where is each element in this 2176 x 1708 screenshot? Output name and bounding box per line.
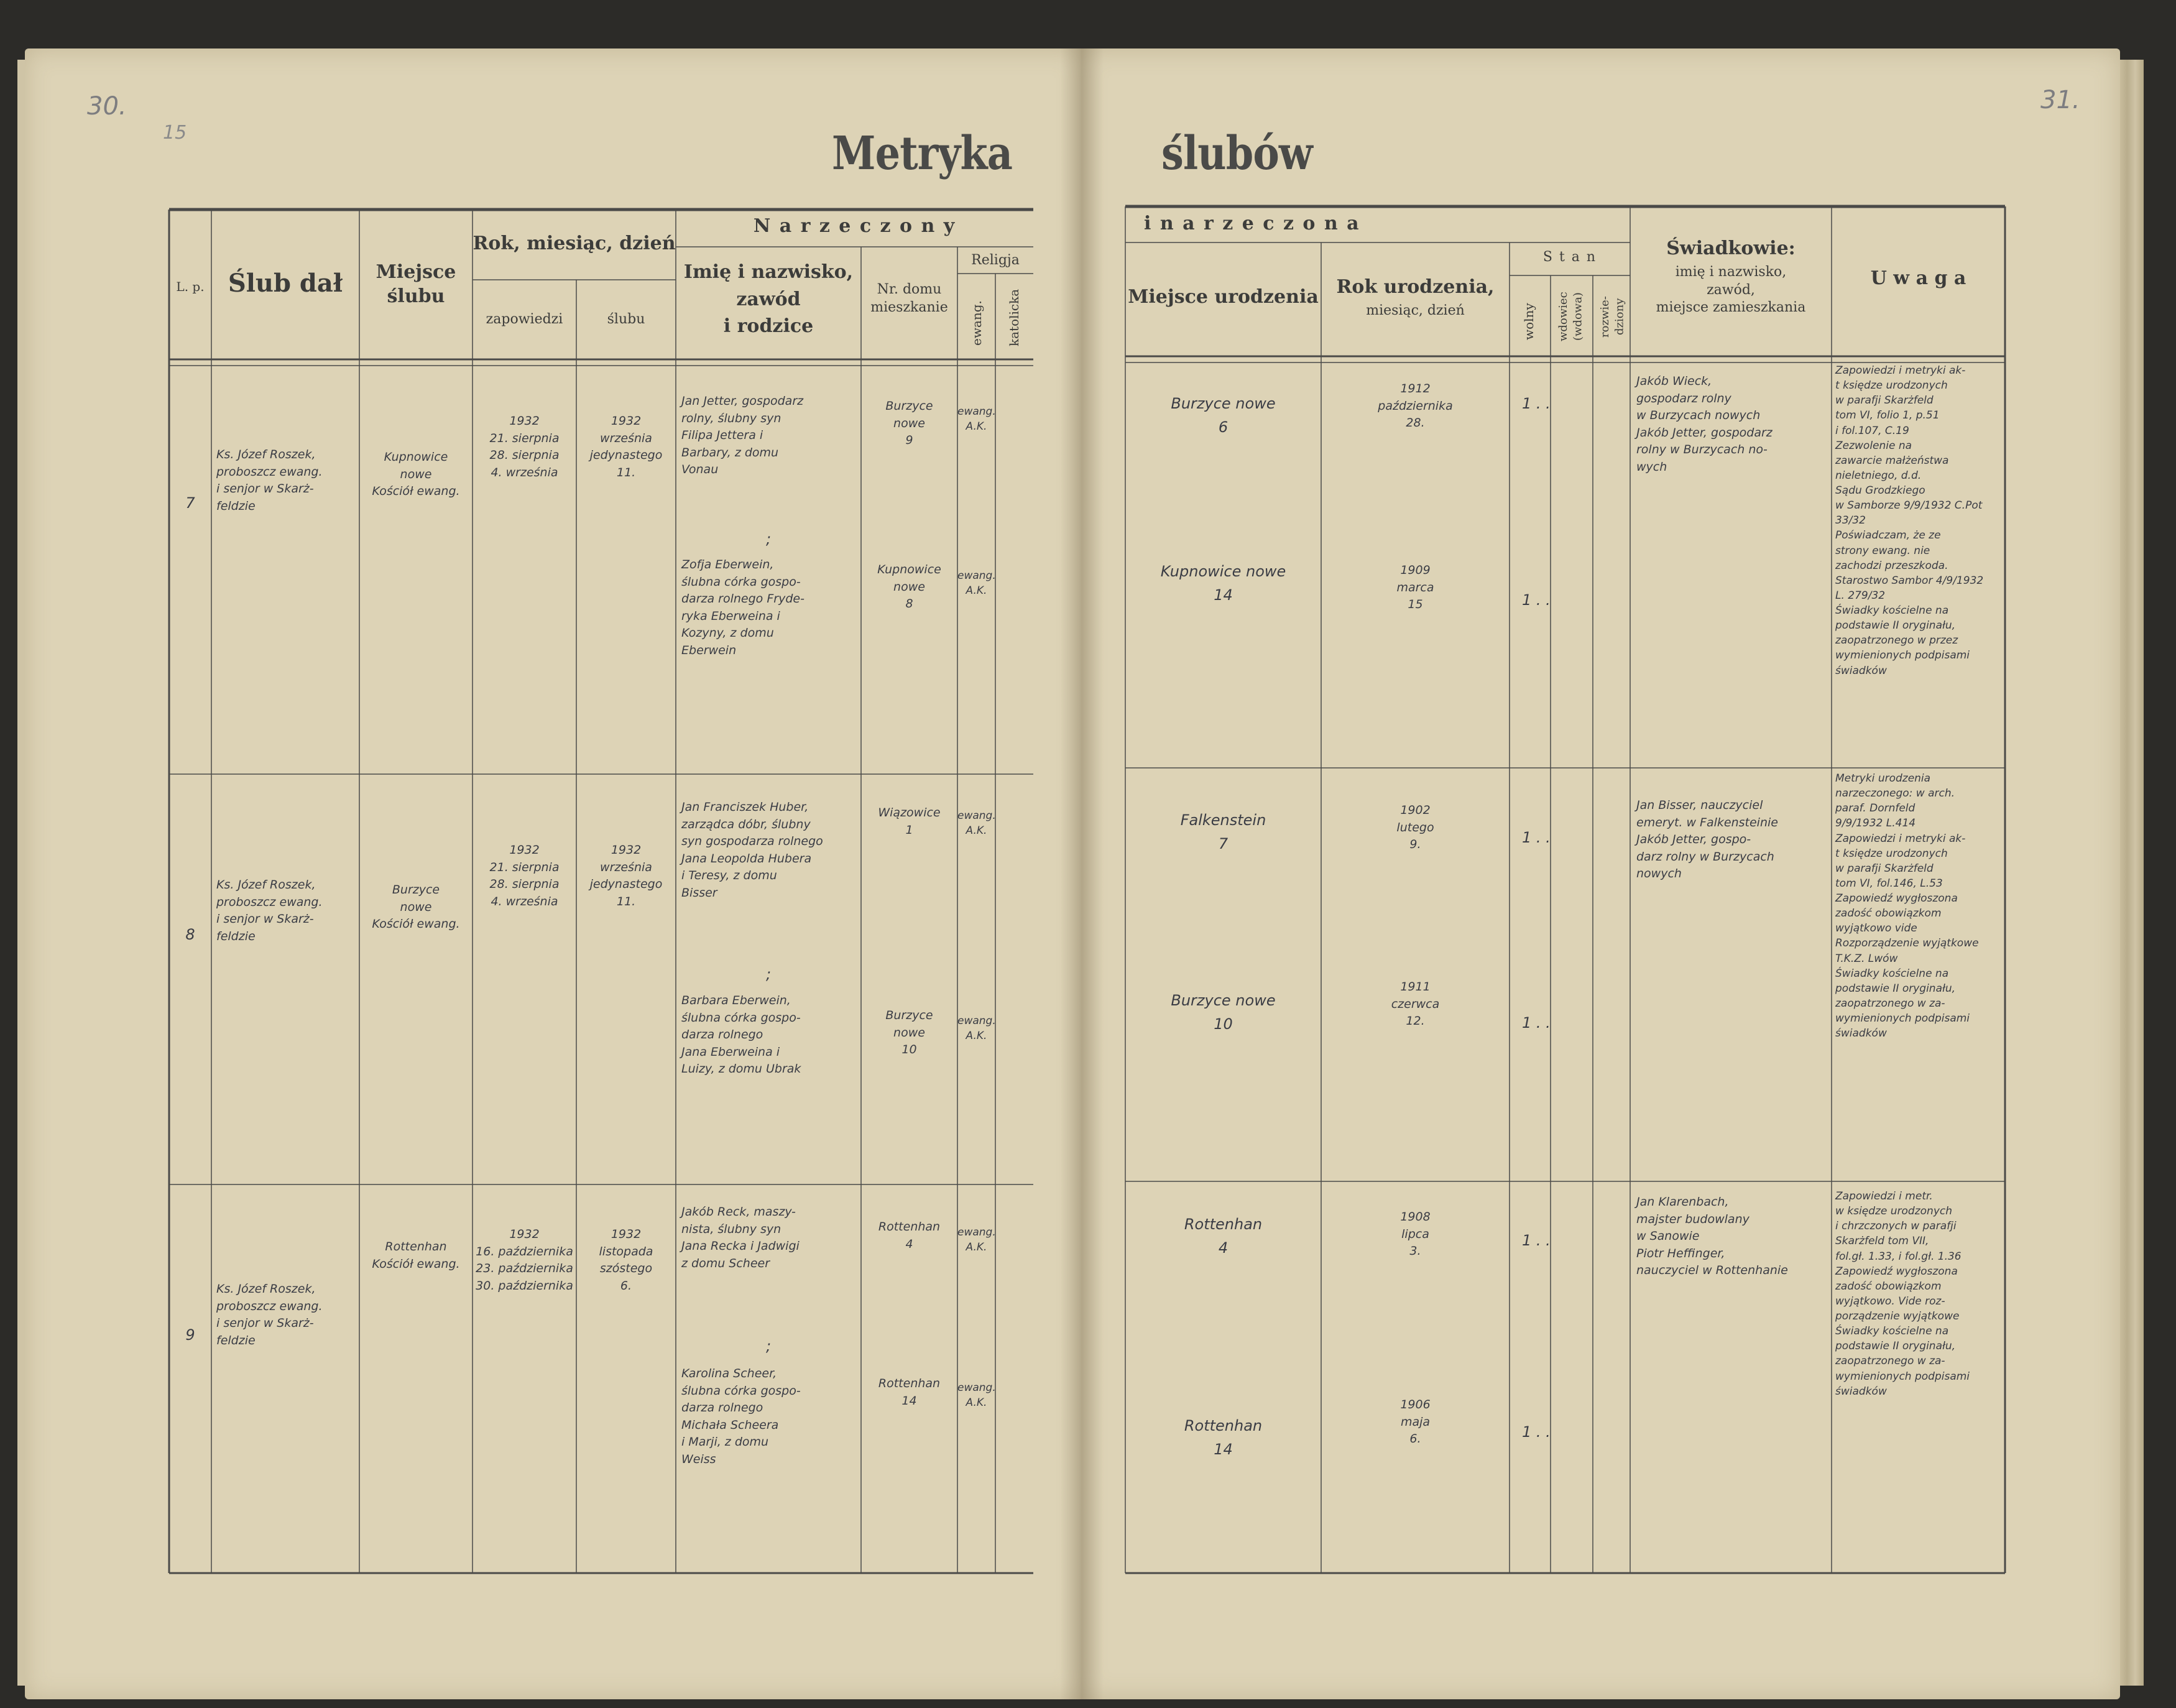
header-slubu: ślubu <box>607 312 645 327</box>
bride-birthplace: Rottenhan 14 <box>1184 1417 1263 1459</box>
entry-witnesses: Jan Bisser, nauczyciel emeryt. w Falkensteinie Jakób Jetter, gospo- darz rolny w Burzycach nowych <box>1636 798 1778 881</box>
entry-slubu: 1932 listopada szóstego 6. <box>599 1227 653 1293</box>
entry-slub-dal: Ks. Józef Roszek, proboszcz ewang. i senjor w Skarż- feldzie <box>216 448 323 513</box>
groom-separator: ; <box>765 530 772 548</box>
entry-uwaga: Zapowiedzi i metr. w księdze urodzonych i chrzczonych w parafji Skarżfeld tom VII, fol.gł. 1.33, i fol.gł. 1.36 Zapowiedź wygłoszona zadość obowiązkom wyjątkowo. Vide roz- porządzenie wyjątkowe Świadky kościelne na podstawie II oryginału, zaopatrzonego w za- wymienionych podpisami świadków <box>1835 1190 1970 1398</box>
entry-zapowiedzi: 1932 21. sierpnia 28. sierpnia 4. września <box>489 843 560 908</box>
groom-nr-domu: Burzyce nowe 9 <box>885 399 933 448</box>
groom-nr-domu: Rottenhan 4 <box>878 1220 941 1251</box>
entry-slubu: 1932 września jedynastego 11. <box>589 414 663 479</box>
entry-zapowiedzi: 1932 16. października 23. października 30. października <box>476 1227 573 1293</box>
groom-birthplace: Rottenhan 4 <box>1184 1216 1263 1257</box>
groom-stan: 1 . . <box>1522 395 1551 412</box>
header-rok-miesiac-dzien: Rok, miesiąc, dzień <box>473 233 676 254</box>
bride-religja: ewang. A.K. <box>957 1015 996 1043</box>
header-lp: L. p. <box>176 279 205 294</box>
header-imie-nazwisko: Imię i nazwisko, zawód i rodzice <box>683 261 854 337</box>
bride-birthplace: Burzyce nowe 10 <box>1171 992 1276 1033</box>
bride-text: Karolina Scheer, ślubna córka gospo- darza rolnego Michała Scheera i Marji, z domu Weiss <box>681 1367 801 1466</box>
groom-stan: 1 . . <box>1522 1232 1551 1249</box>
bride-stan: 1 . . <box>1522 591 1551 609</box>
groom-birth: 1902 lutego 9. <box>1396 803 1434 852</box>
header-rozwiedziony: rozwie- dziony <box>1598 296 1626 338</box>
bride-birthplace: Kupnowice nowe 14 <box>1160 563 1286 604</box>
groom-religja: ewang. A.K. <box>957 810 996 838</box>
entry-lp: 9 <box>185 1326 195 1344</box>
bride-text: Zofja Eberwein, ślubna córka gospo- darza rolnego Fryde- ryka Eberweina i Kozyny, z domu Eberwein <box>681 558 804 657</box>
groom-nr-domu: Wiązowice 1 <box>878 806 941 837</box>
entry-miejsce: Kupnowice nowe Kościół ewang. <box>372 450 460 499</box>
header-slub-dal: Ślub dał <box>228 269 343 298</box>
groom-birthplace: Burzyce nowe 6 <box>1171 395 1276 436</box>
header-rok-urodzenia: Rok urodzenia, <box>1336 276 1495 298</box>
entry-slubu: 1932 września jedynastego 11. <box>589 843 663 908</box>
bride-religja: ewang. A.K. <box>957 570 996 598</box>
entry-slub-dal: Ks. Józef Roszek, proboszcz ewang. i senjor w Skarż- feldzie <box>216 878 323 943</box>
bride-birth: 1909 marca 15 <box>1396 563 1434 612</box>
header-miejsce-slubu: Miejsce ślubu <box>376 261 456 307</box>
header-zapowiedzi: zapowiedzi <box>486 312 563 327</box>
groom-religja: ewang. A.K. <box>957 1226 996 1254</box>
groom-text: Jan Jetter, gospodarz rolny, ślubny syn Filipa Jettera i Barbary, z domu Vonau <box>681 394 804 477</box>
bride-stan: 1 . . <box>1522 1423 1551 1441</box>
groom-religja: ewang. A.K. <box>957 405 996 433</box>
header-swiadkowie: Świadkowie: <box>1666 238 1796 259</box>
bride-text: Barbara Eberwein, ślubna córka gospo- darza rolnego Jana Eberweina i Luizy, z domu Ubrak <box>681 994 801 1076</box>
groom-text: Jan Franciszek Huber, zarządca dóbr, ślubny syn gospodarza rolnego Jana Leopolda Hubera i Teresy, z domu Bisser <box>681 800 823 900</box>
entry-slub-dal: Ks. Józef Roszek, proboszcz ewang. i senjor w Skarż- feldzie <box>216 1282 323 1347</box>
right-page-number: 31. <box>2040 86 2080 114</box>
bride-birth: 1911 czerwca 12. <box>1391 980 1440 1028</box>
groom-separator: ; <box>765 1337 772 1355</box>
title-left: Metryka <box>832 127 1013 180</box>
entry-miejsce: Burzyce nowe Kościół ewang. <box>372 883 460 931</box>
groom-birth: 1908 lipca 3. <box>1400 1210 1431 1258</box>
groom-birthplace: Falkenstein 7 <box>1180 811 1266 853</box>
header-miejsce-urodzenia: Miejsce urodzenia <box>1128 286 1319 308</box>
title-right: ślubów <box>1161 127 1312 180</box>
entry-uwaga: Metryki urodzenia narzeczonego: w arch. paraf. Dornfeld 9/9/1932 L.414 Zapowiedzi i metryki ak- t księdze urodzonych w parafji Skarżfeld tom VI, fol.146, L.53 Zapowiedź wygłoszona zadość obowiązkom wyjątkowo vide Rozporządzenie wyjątkowe T.K.Z. Lwów Świadky kościelne na podstawie II oryginału, zaopatrzonego w za- wymienionych podpisami świadków <box>1835 772 1979 1040</box>
groom-birth: 1912 października 28. <box>1378 382 1453 430</box>
entry-witnesses: Jakób Wieck, gospodarz rolny w Burzycach nowych Jakób Jetter, gospodarz rolny w Burzycach no- wych <box>1636 374 1773 474</box>
entry-zapowiedzi: 1932 21. sierpnia 28. sierpnia 4. września <box>489 414 560 479</box>
header-nr-domu: Nr. domu mieszkanie <box>870 282 948 315</box>
groom-stan: 1 . . <box>1522 829 1551 846</box>
bride-birth: 1906 maja 6. <box>1400 1398 1431 1446</box>
header-uwaga: U w a g a <box>1870 267 1966 289</box>
bride-nr-domu: Kupnowice nowe 8 <box>877 563 941 611</box>
header-miesiac-dzien: miesiąc, dzień <box>1366 303 1465 318</box>
bride-stan: 1 . . <box>1522 1014 1551 1032</box>
bride-nr-domu: Burzyce nowe 10 <box>885 1009 933 1057</box>
entry-witnesses: Jan Klarenbach, majster budowlany w Sanowie Piotr Heffinger, nauczyciel w Rottenhanie <box>1636 1195 1788 1278</box>
left-pencil-number: 15 <box>163 122 187 144</box>
bride-religja: ewang. A.K. <box>957 1382 996 1410</box>
header-stan: S t a n <box>1542 249 1597 265</box>
entry-lp: 7 <box>185 494 195 512</box>
groom-text: Jakób Reck, maszy- nista, ślubny syn Jana Recka i Jadwigi z domu Scheer <box>681 1205 800 1270</box>
bride-nr-domu: Rottenhan 14 <box>878 1377 941 1408</box>
header-wdowiec: wdowiec (wdowa) <box>1557 292 1585 342</box>
entry-lp: 8 <box>185 926 195 943</box>
header-narzeczony: N a r z e c z o n y <box>753 215 956 237</box>
groom-separator: ; <box>765 966 772 983</box>
header-ewang: ewang. <box>969 300 984 346</box>
header-i-narzeczona: i n a r z e c z o n a <box>1144 213 1360 234</box>
header-swiadkowie-sub: imię i nazwisko, zawód, miejsce zamieszkania <box>1656 264 1806 316</box>
header-wolny: wolny <box>1521 303 1536 341</box>
header-katolicka: katolicka <box>1007 289 1021 347</box>
entry-miejsce: Rottenhan Kościół ewang. <box>372 1240 460 1271</box>
header-religja: Religja <box>971 252 1020 268</box>
entry-uwaga: Zapowiedzi i metryki ak- t księdze urodzonych w parafji Skarżfeld tom VI, folio 1, p.51 i fol.107, C.19 Zezwolenie na zawarcie małżeństwa nieletniego, d.d. Sądu Grodzkiego w Samborze 9/9/1932 C.Pot 33/32 Poświadczam, że ze strony ewang. nie zachodzi przeszkoda. Starostwo Sambor 4/9/1932 L. 279/32 Świadky kościelne na podstawie II oryginału, zaopatrzonego w przez wymienionych podpisami świadków <box>1835 364 1984 677</box>
left-page-number: 30. <box>87 92 127 121</box>
